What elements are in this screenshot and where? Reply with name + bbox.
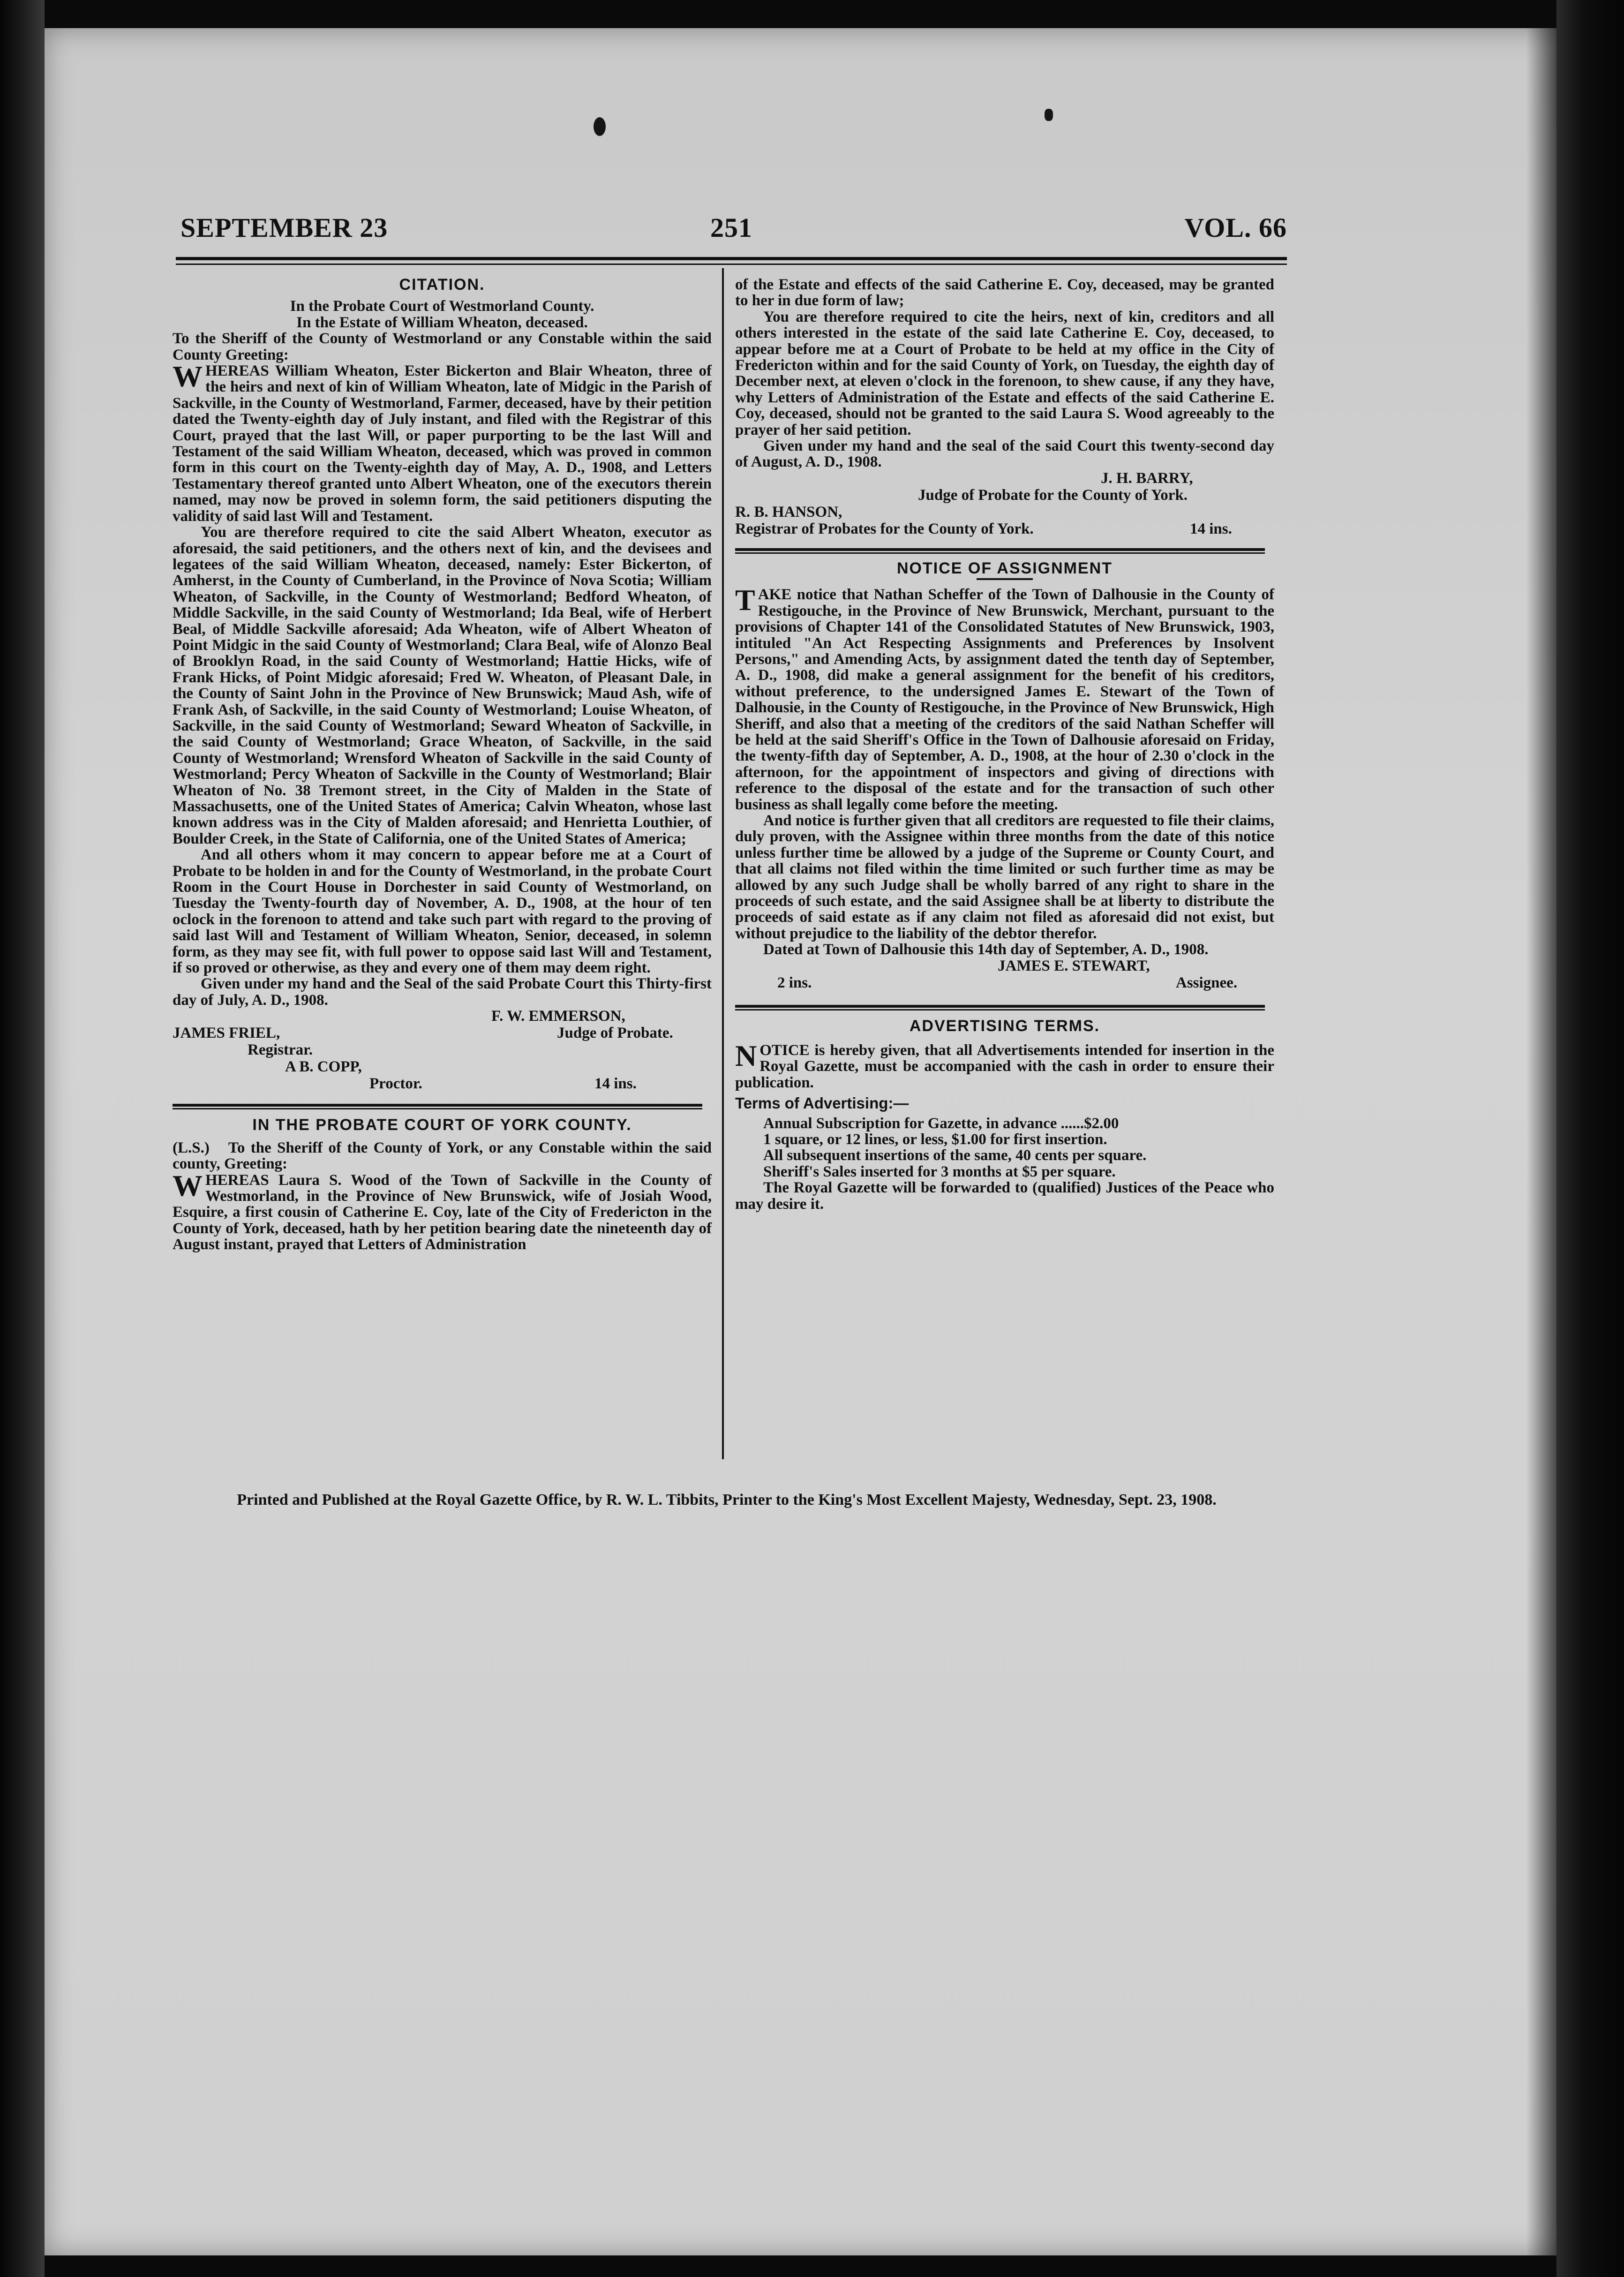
term-sheriff: Sheriff's Sales inserted for 3 months at $5 per square.	[763, 1163, 1116, 1180]
york-court-heading: IN THE PROBATE COURT OF YORK COUNTY.	[252, 1116, 632, 1134]
assignment-heading: NOTICE OF ASSIGNMENT	[897, 559, 1113, 577]
running-head	[180, 212, 1287, 245]
column-divider	[722, 268, 724, 1459]
drop-cap: N	[735, 1039, 757, 1073]
advertising-heading: ADVERTISING TERMS.	[909, 1017, 1100, 1035]
drop-cap: W	[173, 1169, 203, 1202]
drop-cap: T	[735, 583, 755, 617]
right-column	[735, 277, 1274, 1212]
issue-date: SEPTEMBER 23	[180, 212, 388, 243]
york-given: Given under my hand and the seal of the said Court this twenty-second day of August, A. D., 1908.	[735, 437, 1274, 471]
left-column	[173, 277, 712, 1253]
citation-paragraph-3: And all others whom it may concern to appear before me at a Court of Probate to be holden in and for the County of Westmorland, in the probate Court Room in the Court House in Dorchester in said County of Westmorland, on Tuesday the Twenty-fourth day of November, A. D., 1908, at the hour of ten oclock in the forenoon to attend and take such part with regard to the proving of said last Will and Testament of William Wheaton, Senior, deceased, in solemn form, as they may see fit, with full power to oppose said last Will and Testament, if so proved or otherwise, as they and every one of them may deem right.	[173, 846, 712, 977]
york-address: (L.S.) To the Sheriff of the County of York, or any Constable within the said county, Greeting:	[173, 1139, 712, 1173]
estate-line: In the Estate of William Wheaton, deceased.	[296, 314, 588, 331]
citation-paragraph-2: You are therefore required to cite the said Albert Wheaton, executor as aforesaid, the said petitioners, and the others next of kin, and the devisees and legatees of the said William Wheaton, deceased, namely: Ester Bickerton, of Amherst, in the County of Cumberland, in the Province of Nova Scotia; William Wheaton, of Sackville, in the County of Westmorland; Bedford Wheaton, of Middle Sackville, in the said County of Westmorland; Ida Beal, wife of Herbert Beal, of Middle Sackville aforesaid; Ada Wheaton, wife of Albert Wheaton of Point Midgic in the said County of Westmorland; Clara Beal, wife of Alonzo Beal of Brooklyn Road, in the said County of Westmorland; Hattie Hicks, wife of Frank Hicks, of Point Midgic aforesaid; Fred W. Wheaton, of Pleasant Dale, in the County of Saint John in the Province of New Brunswick; Maud Ash, wife of Frank Ash, of Sackville, in the said County of Westmorland; Louise Wheaton, of Sackville, in the said County of Westmorland; Seward Wheaton of Sackville, in the said County of Westmorland; Grace Wheaton, of Sackville, in the said County of Westmorland; Wrensford Wheaton of Sackville in the said County of Westmorland; Percy Wheaton of Sackville in the County of Westmorland; Blair Wheaton of No. 38 Tremont street, in the City of Malden in the State of Massachusetts, one of the United States of America; Calvin Wheaton, whose last known address was in the City of Malden aforesaid; and Henrietta Louthier, of Boulder Creek, in the State of California, one of the United States of America;	[173, 524, 712, 847]
citation-paragraph-1: WHEREAS William Wheaton, Ester Bickerton and Blair Wheaton, three of the heirs and next of kin of William Wheaton, late of Midgic in the Parish of Sackville, in the County of Westmorland, Farmer, deceased, have by their petition dated the Twenty-eighth day of July instant, and filed with the Registrar of this Court, prayed that the last Will, or paper purporting to be the last Will and Testament of the said William Wheaton, deceased, which was proved in common form in this court on the Twenty-eighth day of May, A. D., 1908, and Letters Testamentary thereof granted unto Albert Wheaton, one of the executors therein named, may now be proved in solemn form, the said petitioners disputing the validity of said last Will and Testament.	[173, 360, 712, 525]
section-rule	[173, 1104, 702, 1107]
assignment-dated: Dated at Town of Dalhousie this 14th day of September, A. D., 1908.	[763, 941, 1209, 958]
registrar-title-line: Registrar.	[248, 1041, 313, 1059]
section-rule-thin	[735, 1009, 1265, 1010]
volume-number: VOL. 66	[1184, 212, 1287, 243]
york-continued: of the Estate and effects of the said Catherine E. Coy, deceased, may be granted to her in due form of law;	[735, 276, 1274, 309]
seal-mark: (L.S.)	[173, 1139, 210, 1156]
citation-heading: CITATION.	[399, 276, 485, 294]
scan-border-right	[1556, 0, 1624, 2277]
citation-given: Given under my hand and the Seal of the said Probate Court this Thirty-first day of July, A. D., 1908.	[173, 975, 712, 1009]
section-rule	[735, 548, 1265, 551]
court-line: In the Probate Court of Westmorland County.	[290, 298, 594, 315]
scan-border-left	[0, 0, 45, 2277]
section-rule	[735, 1005, 1265, 1008]
advertising-notice: NOTICE is hereby given, that all Advertisements intended for insertion in the Royal Gazette, must be accompanied with the cash in order to ensure their publication.	[735, 1039, 1274, 1091]
york-paragraph: WHEREAS Laura S. Wood of the Town of Sackville in the County of Westmorland, in the Province of New Brunswick, wife of Josiah Wood, Esquire, a first cousin of Catherine E. Coy, late of the City of Fredericton in the County of York, deceased, hath by her petition bearing date the nineteenth day of August instant, prayed that Letters of Administration	[173, 1169, 712, 1253]
section-rule-thin	[735, 552, 1265, 554]
printer-imprint: Printed and Published at the Royal Gazette Office, by R. W. L. Tibbits, Printer to the King's Most Excellent Majesty, Wednesday, Sept. 23, 1908.	[237, 1491, 1217, 1508]
ink-speck	[1045, 109, 1053, 121]
section-rule-thin	[173, 1108, 702, 1109]
york-continued-2: You are therefore required to cite the heirs, next of kin, creditors and all others interested in the estate of the said late Catherine E. Coy, deceased, to appear before me at a Court of Probate to be held at my office in the City of Fredericton within and for the said County of York, on Tuesday, the eighth day of December next, at eleven o'clock in the forenoon, to shew cause, if any they have, why Letters of Administration of the Estate and effects of the said Catherine E. Coy, deceased, should not be granted to the said Laura S. Wood agreeably to the prayer of her said petition.	[735, 308, 1274, 438]
drop-cap: W	[173, 360, 203, 393]
assignee-title: 2 ins. Assignee.	[777, 974, 1238, 991]
york-judge-title: Judge of Probate for the County of York.	[918, 486, 1188, 504]
term-subsequent: All subsequent insertions of the same, 40 cents per square.	[763, 1147, 1147, 1164]
assignment-paragraph-1: TAKE notice that Nathan Scheffer of the Town of Dalhousie in the County of Restigouche, in the Province of New Brunswick, Merchant, pursuant to the provisions of Chapter 141 of the Consolidated Statutes of New Brunswick, 1903, intituled "An Act Respecting Assignments and Preferences by Insolvent Persons," and Amending Acts, by assignment dated the tenth day of September, A. D., 1908, did make a general assignment for the benefit of his creditors, without preference, to the undersigned James E. Stewart of the Town of Dalhousie, in the County of Restigouche, in the Province of New Brunswick, High Sheriff, and also that a meeting of the creditors of the said Nathan Scheffer will be held at the said Sheriff's Office in the Town of Dalhousie aforesaid on Friday, the twenty-fifth day of September, A. D., 1908, at the hour of 2.30 o'clock in the afternoon, for the appointment of inspectors and giving of directions with reference to the disposal of the estate and for the transaction of such other business as shall legally come before the meeting.	[735, 583, 1274, 813]
term-square: 1 square, or 12 lines, or less, $1.00 for first insertion.	[763, 1131, 1107, 1148]
assignment-paragraph-2: And notice is further given that all creditors are requested to file their claims, duly proven, with the Assignee within three months from the date of this notice unless further time be allowed by a judge of the Supreme or County Court, and that all claims not filed within the time limited or such further time as may be allowed by any such Judge shall be wholly barred of any right to share in the proceeds of such estate, and the said Assignee shall be at liberty to distribute the proceeds of said estate as if any claim not filed as aforesaid did not exist, but without prejudice to the liability of the debtor therefor.	[735, 812, 1274, 942]
page-number: 251	[710, 212, 752, 243]
registrar-signature: JAMES FRIEL, Judge of Probate.	[173, 1025, 673, 1042]
term-justices: The Royal Gazette will be forwarded to (qualified) Justices of the Peace who may desire it.	[735, 1179, 1274, 1213]
york-judge-signature: J. H. BARRY,	[1101, 469, 1193, 487]
terms-label: Terms of Advertising:—	[735, 1094, 909, 1112]
york-registrar-title: Registrar of Probates for the County of York. 14 ins.	[735, 520, 1232, 537]
header-rule-thin	[176, 264, 1287, 265]
proctor-title-line: Proctor. 14 ins.	[369, 1075, 637, 1093]
header-rule-thick	[176, 257, 1287, 260]
heading-underline	[977, 578, 1033, 580]
proctor-signature: A B. COPP,	[285, 1058, 362, 1076]
assignee-signature: JAMES E. STEWART,	[998, 957, 1150, 974]
york-registrar-signature: R. B. HANSON,	[735, 503, 842, 520]
term-annual: Annual Subscription for Gazette, in advance ......$2.00	[763, 1115, 1119, 1132]
ink-speck	[594, 117, 606, 136]
citation-address: To the Sheriff of the County of Westmorland or any Constable within the said County Greeting:	[173, 330, 712, 363]
judge-signature: F. W. EMMERSON,	[491, 1008, 625, 1025]
